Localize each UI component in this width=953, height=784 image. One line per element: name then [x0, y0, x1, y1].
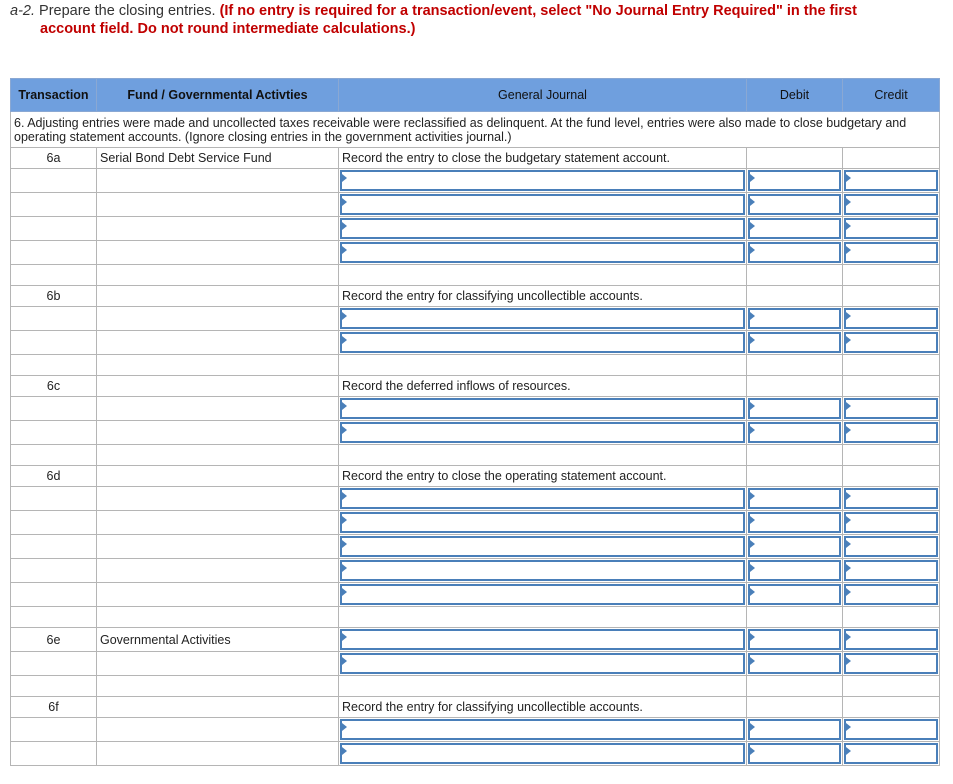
debit-input[interactable]: [748, 308, 841, 329]
table-row: [11, 265, 940, 286]
table-row: [11, 376, 940, 397]
journal-table-wrapper: [10, 78, 939, 766]
account-input[interactable]: [340, 194, 745, 215]
table-row: [11, 217, 940, 241]
table-row: [11, 445, 940, 466]
account-input[interactable]: [340, 512, 745, 533]
table-row: [11, 148, 940, 169]
table-row: [11, 718, 940, 742]
instructions-prefix: a-2.: [10, 3, 35, 19]
debit-input[interactable]: [748, 584, 841, 605]
table-row: [11, 583, 940, 607]
header-credit: Credit: [843, 79, 940, 112]
transaction-id: 6e: [11, 628, 97, 652]
header-transaction: Transaction: [11, 79, 97, 112]
debit-input[interactable]: [748, 170, 841, 191]
table-row: [11, 397, 940, 421]
debit-input[interactable]: [748, 422, 841, 443]
header-fund: Fund / Governmental Activties: [97, 79, 339, 112]
credit-input[interactable]: [844, 218, 938, 239]
credit-input[interactable]: [844, 653, 938, 674]
credit-input[interactable]: [844, 242, 938, 263]
debit-input[interactable]: [748, 512, 841, 533]
account-input[interactable]: [340, 629, 745, 650]
table-row: [11, 193, 940, 217]
credit-input[interactable]: [844, 743, 938, 764]
table-row: [11, 676, 940, 697]
table-row: [11, 487, 940, 511]
debit-input[interactable]: [748, 398, 841, 419]
fund-label: Serial Bond Debt Service Fund: [97, 148, 339, 169]
debit-input[interactable]: [748, 719, 841, 740]
journal-table: [10, 78, 940, 766]
credit-input[interactable]: [844, 170, 938, 191]
table-row: [11, 511, 940, 535]
credit-input[interactable]: [844, 536, 938, 557]
debit-input[interactable]: [748, 242, 841, 263]
debit-input[interactable]: [748, 653, 841, 674]
instructions: [10, 2, 945, 38]
entry-prompt: Record the entry to close the operating statement account.: [339, 466, 747, 487]
debit-input[interactable]: [748, 194, 841, 215]
table-row: [11, 628, 940, 652]
transaction-note: 6. Adjusting entries were made and uncollected taxes receivable were reclassified as delinquent. At the fund level, entries were also made to close budgetary and operating statement accounts. (Ignore closing entries in the government activities journal.): [11, 112, 940, 148]
transaction-id: 6a: [11, 148, 97, 169]
transaction-id: 6c: [11, 376, 97, 397]
table-row: [11, 535, 940, 559]
credit-input[interactable]: [844, 398, 938, 419]
instructions-lead: Prepare the closing entries.: [35, 3, 220, 19]
table-row: [11, 652, 940, 676]
debit-input[interactable]: [748, 629, 841, 650]
account-input[interactable]: [340, 653, 745, 674]
fund-label: Governmental Activities: [97, 628, 339, 652]
table-row: [11, 559, 940, 583]
debit-input[interactable]: [748, 488, 841, 509]
table-row: [11, 286, 940, 307]
account-input[interactable]: [340, 332, 745, 353]
fund-label: [97, 286, 339, 307]
credit-input[interactable]: [844, 332, 938, 353]
header-general-journal: General Journal: [339, 79, 747, 112]
fund-label: [97, 697, 339, 718]
account-input[interactable]: [340, 398, 745, 419]
fund-label: [97, 376, 339, 397]
credit-input[interactable]: [844, 629, 938, 650]
account-input[interactable]: [340, 584, 745, 605]
header-row: [11, 79, 940, 112]
table-row: [11, 607, 940, 628]
instructions-bold-2: account field. Do not round intermediate calculations.): [40, 21, 416, 37]
table-row: [11, 742, 940, 766]
credit-input[interactable]: [844, 308, 938, 329]
table-row: [11, 331, 940, 355]
table-row: [11, 421, 940, 445]
table-row: [11, 307, 940, 331]
entry-prompt: Record the entry for classifying uncollectible accounts.: [339, 697, 747, 718]
debit-input[interactable]: [748, 332, 841, 353]
debit-input[interactable]: [748, 536, 841, 557]
credit-input[interactable]: [844, 719, 938, 740]
credit-input[interactable]: [844, 488, 938, 509]
account-input[interactable]: [340, 218, 745, 239]
debit-input[interactable]: [748, 560, 841, 581]
table-row: [11, 169, 940, 193]
entry-prompt: Record the entry for classifying uncollectible accounts.: [339, 286, 747, 307]
credit-input[interactable]: [844, 560, 938, 581]
transaction-id: 6b: [11, 286, 97, 307]
account-input[interactable]: [340, 488, 745, 509]
account-input[interactable]: [340, 536, 745, 557]
credit-input[interactable]: [844, 584, 938, 605]
fund-label: [97, 466, 339, 487]
transaction-id: 6d: [11, 466, 97, 487]
credit-input[interactable]: [844, 512, 938, 533]
debit-input[interactable]: [748, 218, 841, 239]
account-input[interactable]: [340, 743, 745, 764]
debit-input[interactable]: [748, 743, 841, 764]
credit-input[interactable]: [844, 194, 938, 215]
instructions-bold: (If no entry is required for a transaction/event, select "No Journal Entry Required" in the first: [219, 3, 857, 19]
account-input[interactable]: [340, 308, 745, 329]
account-input[interactable]: [340, 170, 745, 191]
account-input[interactable]: [340, 560, 745, 581]
account-input[interactable]: [340, 719, 745, 740]
table-row: [11, 355, 940, 376]
credit-input[interactable]: [844, 422, 938, 443]
table-row: [11, 697, 940, 718]
entry-prompt: Record the entry to close the budgetary statement account.: [339, 148, 747, 169]
entry-prompt: Record the deferred inflows of resources.: [339, 376, 747, 397]
table-row: [11, 466, 940, 487]
transaction-id: 6f: [11, 697, 97, 718]
note-row: [11, 112, 940, 148]
account-input[interactable]: [340, 242, 745, 263]
table-row: [11, 241, 940, 265]
account-input[interactable]: [340, 422, 745, 443]
header-debit: Debit: [747, 79, 843, 112]
